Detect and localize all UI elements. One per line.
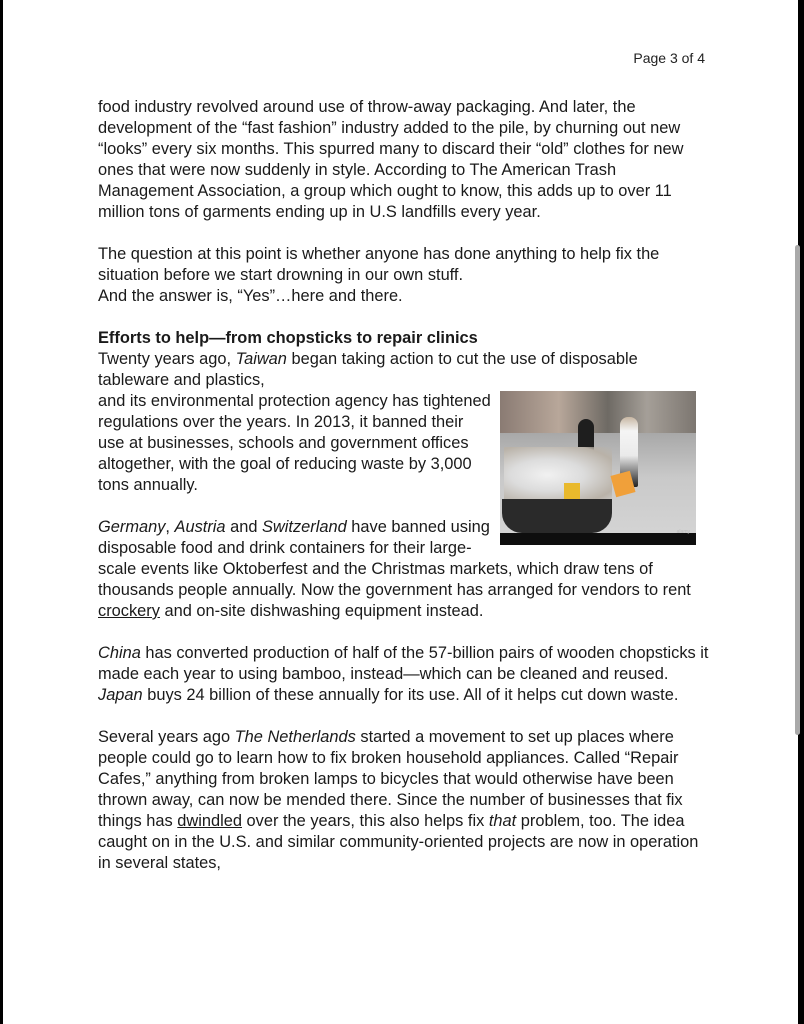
separator: and [225,518,262,536]
section-heading: Efforts to help—from chopsticks to repair clinics [98,329,478,347]
photo-trash-pile [504,447,612,503]
country-netherlands: The Netherlands [234,728,356,746]
vertical-scrollbar[interactable] [795,245,800,735]
document-body [98,97,710,895]
country-taiwan: Taiwan [235,350,287,368]
taiwan-text-rest: and its environmental protection agency has tightened regulations over the years. In 2013, it banned their use at businesses, schools and government offices altogether, with the goal of reducing waste by 3,000 tons annually. [98,392,491,494]
photo-watermark: alamy [676,529,690,535]
paragraph-china [98,643,710,706]
news-photo [500,391,696,545]
emphasis-that: that [488,812,517,830]
europe-text-tail: and on-site dishwashing equipment instead. [159,602,484,620]
page-indicator: Page 3 of 4 [633,50,705,66]
question-line: The question at this point is whether anyone has done anything to help fix the situation before we start drowning in our own stuff. [98,245,660,284]
taiwan-text-pre: Twenty years ago, [98,350,236,368]
dwindled-link[interactable]: dwindled [177,812,242,830]
netherlands-text-pre: Several years ago [98,728,235,746]
china-text-tail: buys 24 billion of these annually for its use. All of it helps cut down waste. [142,686,679,704]
country-germany: Germany [98,518,166,536]
country-japan: Japan [98,686,143,704]
paragraph-fast-fashion: food industry revolved around use of throw-away packaging. And later, the development of the “fast fashion” industry added to the pile, by churning out new “looks” every six months. This spurred many to discard their “old” clothes for new ones that were now suddenly in style. According to The American Trash Management Association, a group which ought to know, this adds up to over 11 million tons of garments ending up in U.S landfills every year. [98,98,684,221]
china-text: has converted production of half of the 57-billion pairs of wooden chopsticks it made each year to using bamboo, instead—which can be cleaned and reused. [98,644,709,683]
netherlands-text-mid: over the years, this also helps fix [241,812,489,830]
photo-watermark-strip [500,533,696,545]
photo-trash-bin [502,499,612,533]
paragraph-question [98,244,710,307]
country-china: China [98,644,141,662]
country-austria: Austria [174,518,226,536]
document-page [3,0,798,1024]
netherlands-text: started a movement to set up places where people could go to learn how to fix broken household appliances. Called “Repair Cafes,” anything from broken lamps to bicycles that would otherwise have been thrown away, can now be mended there. Since the number of businesses that fix things has [98,728,683,830]
taiwan-text-post: began taking action to cut the use of disposable tableware and plastics, [98,350,638,389]
crockery-link[interactable]: crockery [98,602,160,620]
separator: , [165,518,175,536]
netherlands-text-tail: problem, too. The idea caught on in the U.S. and similar community-oriented projects are now in operation in several states, [98,812,699,872]
europe-text: have banned using disposable food and drink containers for their large-scale events like Oktoberfest and the Christmas markets, which draw tens of thousands people annually. Now the government has arranged for vendors to rent [98,518,691,599]
answer-line: And the answer is, “Yes”…here and there. [98,287,403,305]
photo-buildings [500,391,696,433]
country-switzerland: Switzerland [262,518,347,536]
paragraph-netherlands [98,727,710,874]
